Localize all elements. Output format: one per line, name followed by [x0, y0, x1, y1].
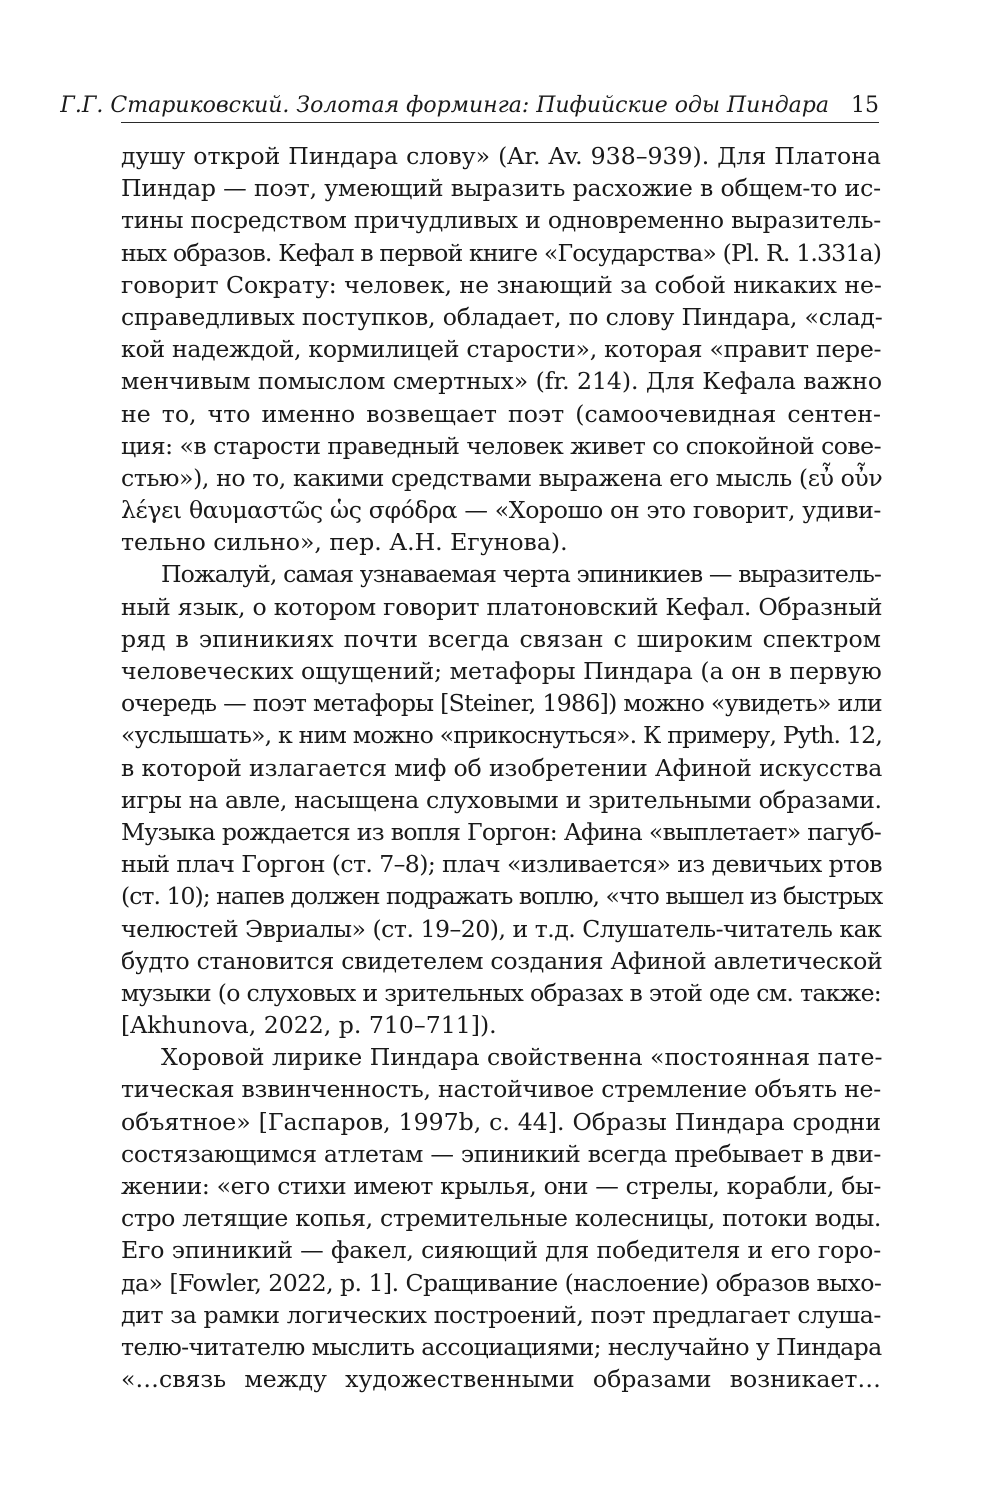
text-line: музыки (о слуховых и зрительных образах в этой оде см. также: [121, 978, 881, 1007]
text-line: человеческих ощущений; метафоры Пиндара (а он в первую [121, 657, 882, 685]
text-line: тельно сильно», пер. А.Н. Егунова). [121, 528, 568, 557]
body-text [121, 140, 881, 1395]
paragraph-first-line: Пожалуй, самая узнаваемая черта эпиникиев — выразитель- [161, 560, 881, 589]
text-line: справедливых поступков, обладает, по слову Пиндара, «слад- [121, 302, 883, 331]
text-line: говорит Сократу: человек, не знающий за собой никаких не- [121, 270, 882, 299]
page-number: 15 [851, 92, 879, 118]
text-line: объятное» [Гаспаров, 1997b, с. 44]. Образы Пиндара сродни [121, 1107, 881, 1136]
text-line: тины посредством причудливых и одновременно выразитель- [121, 206, 881, 235]
text-line: жении: «его стихи имеют крылья, они — стрелы, корабли, бы- [121, 1172, 881, 1200]
text-line: да» [Fowler, 2022, p. 1]. Сращивание (наслоение) образов выхо- [121, 1268, 882, 1297]
text-line: ных образов. Кефал в первой книге «Государства» (Pl. R. 1.331a) [121, 238, 882, 267]
text-line: кой надеждой, кормилицей старости», которая «правит пере- [121, 335, 882, 364]
text-line: Его эпиникий — факел, сияющий для победителя и его горо- [121, 1236, 882, 1265]
text-line: ный плач Горгон (ст. 7–8); плач «изливается» из девичьих ртов [121, 850, 882, 879]
text-line: λέγει θαυμαστῶς ὡς σφόδρα — «Хорошо он это говорит, удиви- [121, 496, 881, 525]
text-line: очередь — поэт метафоры [Steiner, 1986]) можно «увидеть» или [121, 689, 882, 718]
paragraph-first-line: Хоровой лирике Пиндара свойственна «постоянная пате- [161, 1043, 883, 1072]
text-line: дит за рамки логических построений, поэт предлагает слуша- [121, 1300, 881, 1329]
running-header [60, 88, 879, 123]
text-line: не то, что именно возвещает поэт (самоочевидная сентен- [121, 399, 881, 428]
text-line: стро летящие копья, стремительные колесницы, потоки воды. [121, 1204, 881, 1233]
text-line: телю-читателю мыслить ассоциациями; неслучайно у Пиндара [121, 1332, 882, 1361]
text-line: ряд в эпиникиях почти всегда связан с широким спектром [121, 624, 881, 653]
text-line: состязающимся атлетам — эпиникий всегда пребывает в дви- [121, 1139, 881, 1168]
text-line: «…связь между художественными образами возникает… [121, 1365, 881, 1394]
text-line: стью»), но то, какими средствами выражена его мысль (εὖ οὖν [121, 463, 883, 492]
text-line: (ст. 10); напев должен подражать воплю, «что вышел из быстрых [121, 882, 883, 911]
text-line: ция: «в старости праведный человек живет со спокойной сове- [121, 431, 881, 460]
text-line: игры на авле, насыщена слуховыми и зрительными образами. [121, 785, 882, 814]
text-line: в которой излагается миф об изобретении Афиной искусства [121, 753, 883, 782]
text-line: челюстей Эвриалы» (ст. 19–20), и т.д. Слушатель-читатель как [121, 914, 882, 943]
text-line: Музыка рождается из вопля Горгон: Афина «выплетает» пагуб- [121, 817, 881, 846]
text-line: менчивым помыслом смертных» (fr. 214). Для Кефала важно [121, 367, 882, 396]
text-line: душу открой Пиндара слову» (Ar. Av. 938–939). Для Платона [121, 142, 881, 170]
header-title: Г.Г. Стариковский. Золотая форминга: Пифийские оды Пиндара [60, 92, 829, 118]
text-line: «услышать», к ним можно «прикоснуться». К примеру, Pyth. 12, [121, 721, 883, 750]
text-line: будто становится свидетелем создания Афиной авлетической [121, 946, 883, 975]
text-line: Пиндар — поэт, умеющий выразить расхожие в общем-то ис- [121, 174, 881, 203]
text-line: тическая взвинченность, настойчивое стремление объять не- [121, 1075, 881, 1104]
text-line: ный язык, о котором говорит платоновский Кефал. Образный [121, 592, 883, 621]
text-line: [Akhunova, 2022, p. 710–711]). [121, 1011, 497, 1040]
